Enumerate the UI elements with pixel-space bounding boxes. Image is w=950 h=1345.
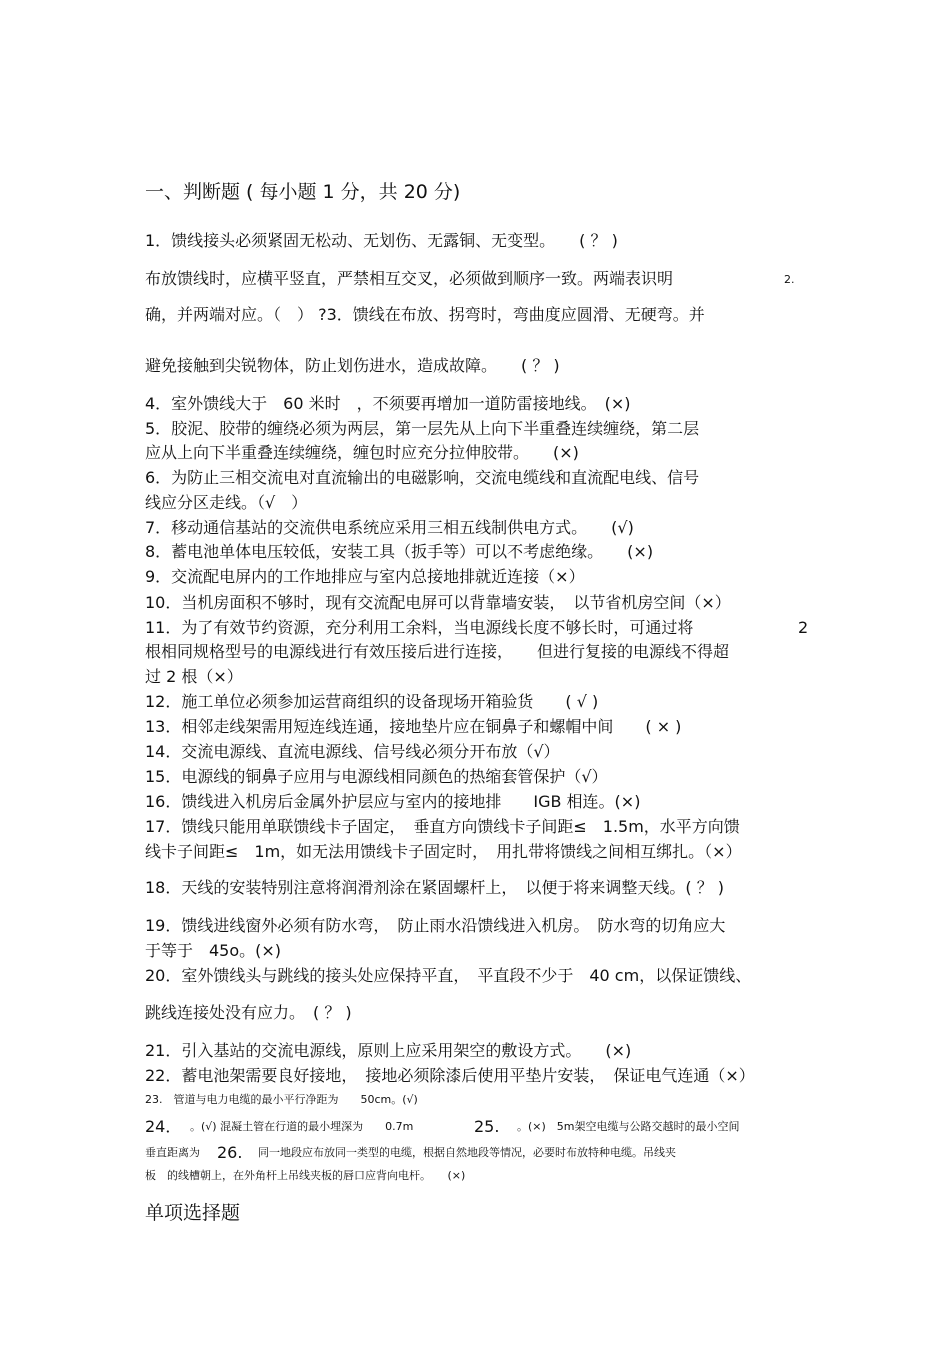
question-10: 10．当机房面积不够时，现有交流配电屏可以背靠墙安装， 以节省机房空间（×）	[145, 593, 731, 612]
question-13: 13．相邻走线架需用短连线连通，接地垫片应在铜鼻子和螺帽中间 ( × )	[145, 717, 682, 736]
question-2-line-1: 布放馈线时，应横平竖直，严禁相互交叉，必须做到顺序一致。两端表识明	[145, 269, 674, 288]
question-4: 4．室外馈线大于 60 米时 ，不须要再增加一道防雷接地线。 (×)	[145, 394, 631, 413]
question-3-line-2: 避免接触到尖锐物体，防止划伤进水，造成故障。 ( ？ )	[145, 356, 560, 375]
question-25-text: 。(×) 5m架空电缆与公路交越时的最小空间	[517, 1120, 740, 1133]
question-6-line-1: 6．为防止三相交流电对直流输出的电磁影响，交流电缆线和直流配电线、信号	[145, 468, 700, 487]
section-title-single-choice: 单项选择题	[145, 1202, 241, 1224]
question-17-line-2: 线卡子间距≤ 1m，如无法用馈线卡子固定时， 用扎带将馈线之间相互绑扎。（×）	[145, 842, 742, 861]
question-19-line-2: 于等于 45o。(×)	[145, 941, 282, 960]
question-26-text: 同一地段应布放同一类型的电缆，根据自然地段等情况，必要时布放特种电缆。吊线夹	[258, 1146, 676, 1159]
question-17-line-1: 17．馈线只能用单联馈线卡子固定， 垂直方向馈线卡子间距≤ 1.5m，水平方向馈	[145, 817, 740, 836]
question-15: 15．电源线的铜鼻子应用与电源线相同颜色的热缩套管保护（√）	[145, 767, 608, 786]
question-5-line-1: 5．胶泥、胶带的缠绕必须为两层，第一层先从上向下半重叠连续缠绕，第二层	[145, 419, 700, 438]
question-8: 8．蓄电池单体电压较低，安装工具（扳手等）可以不考虑绝缘。 (×)	[145, 542, 654, 561]
question-16: 16．馈线进入机房后金属外护层应与室内的接地排 IGB 相连。(×)	[145, 792, 641, 811]
question-23: 23. 管道与电力电缆的最小平行净距为 50cm。(√)	[145, 1093, 418, 1106]
question-20-line-1: 20．室外馈线头与跳线的接头处应保持平直， 平直段不少于 40 cm，以保证馈线、	[145, 966, 752, 985]
question-25-line-2: 垂直距离为	[145, 1146, 200, 1159]
question-11-line-3: 过 2 根（×）	[145, 667, 243, 686]
question-2-3-line: 确，并两端对应。（ ） ?3．馈线在布放、拐弯时，弯曲度应圆滑、无硬弯。并	[145, 305, 705, 324]
question-21: 21．引入基站的交流电源线，原则上应采用架空的敷设方式。 (×)	[145, 1041, 632, 1060]
question-19-line-1: 19．馈线进线窗外必须有防水弯， 防止雨水沿馈线进入机房。 防水弯的切角应大	[145, 916, 726, 935]
question-26-number: 26.	[217, 1143, 243, 1162]
question-20-line-2: 跳线连接处没有应力。 ( ？ )	[145, 1003, 352, 1022]
question-25-number: 25.	[474, 1117, 500, 1136]
question-14: 14．交流电源线、直流电源线、信号线必须分开布放（√）	[145, 742, 560, 761]
question-11-line-2: 根相同规格型号的电源线进行有效压接后进行连接， 但进行复接的电源线不得超	[145, 642, 730, 661]
question-11-number-2: 2	[798, 618, 809, 637]
question-18: 18．天线的安装特别注意将润滑剂涂在紧固螺杆上， 以便于将来调整天线。( ？ )	[145, 878, 725, 897]
question-12: 12．施工单位必须参加运营商组织的设备现场开箱验货 ( √ )	[145, 692, 599, 711]
question-24-number: 24．	[145, 1117, 182, 1136]
question-9: 9．交流配电屏内的工作地排应与室内总接地排就近连接（×）	[145, 567, 585, 586]
question-6-line-2: 线应分区走线。（√ ）	[145, 493, 308, 512]
question-7: 7．移动通信基站的交流供电系统应采用三相五线制供电方式。 (√)	[145, 518, 634, 537]
question-11-line-1: 11．为了有效节约资源，充分利用工余料，当电源线长度不够长时，可通过将	[145, 618, 694, 637]
question-24-text: 。(√) 混凝土管在行道的最小埋深为 0.7m	[190, 1120, 414, 1133]
question-5-line-2: 应从上向下半重叠连续缠绕，缠包时应充分拉伸胶带。 (×)	[145, 443, 579, 462]
question-22: 22．蓄电池架需要良好接地， 接地必须除漆后使用平垫片安装， 保证电气连通（×）	[145, 1066, 755, 1085]
question-1: 1．馈线接头必须紧固无松动、无划伤、无露铜、无变型。 ( ？ )	[145, 231, 618, 250]
question-26-line-2: 板 的线槽朝上，在外角杆上吊线夹板的唇口应背向电杆。 (×)	[145, 1169, 466, 1182]
section-title-true-false: 一、判断题 ( 每小题 1 分，共 20 分)	[145, 181, 461, 203]
question-2-number: 2.	[784, 273, 795, 286]
